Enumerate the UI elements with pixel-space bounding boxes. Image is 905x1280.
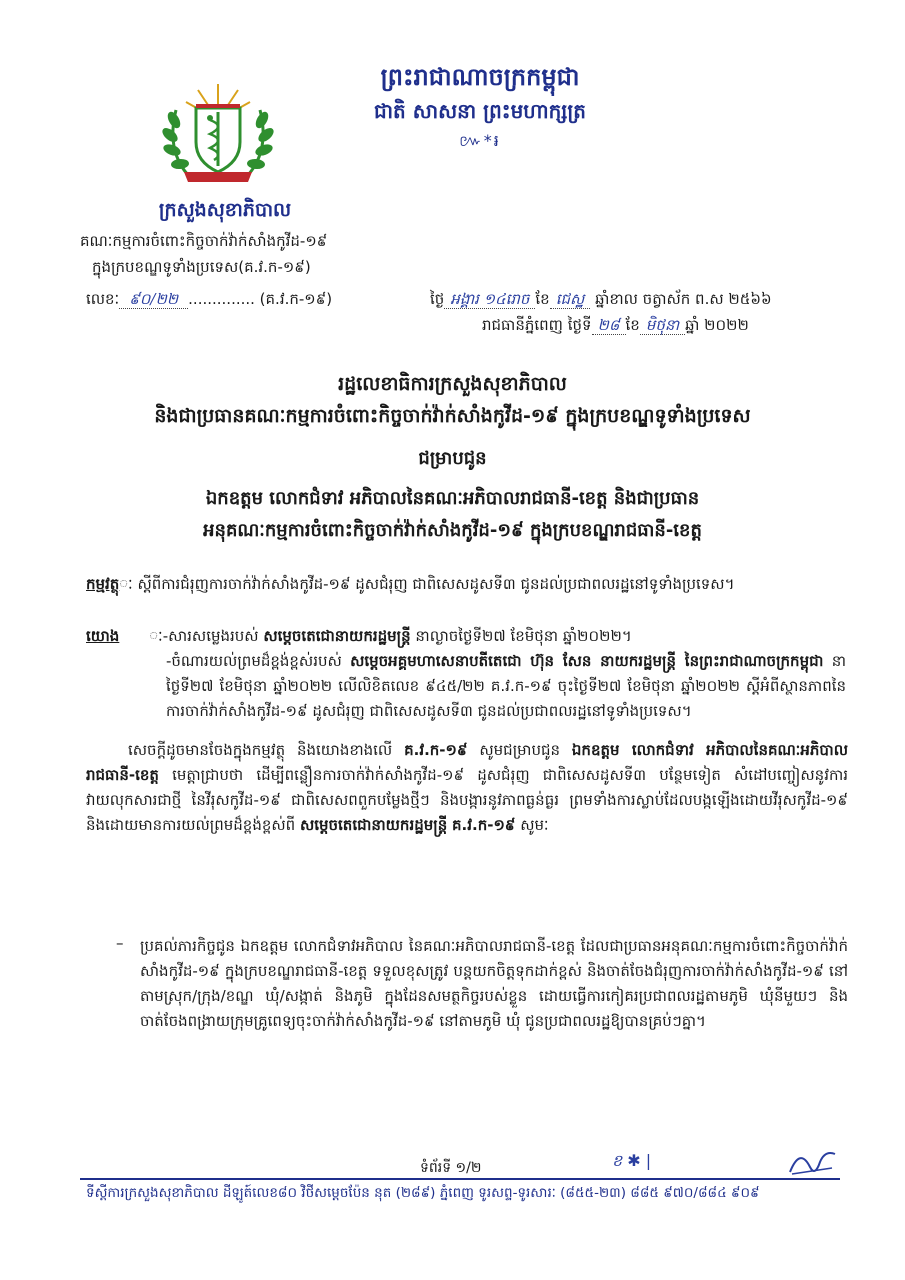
kingdom-title: ព្រះរាជាណាចក្រកម្ពុជា bbox=[380, 63, 580, 91]
sender-title-1: រដ្ឋលេខាធិការក្រសួងសុខាភិបាល bbox=[338, 373, 567, 395]
ministry-name: ក្រសួងសុខាភិបាល bbox=[158, 199, 292, 221]
subject-line bbox=[86, 572, 846, 597]
ornament: ៚*៛ bbox=[459, 131, 501, 150]
lunar-year: ឆ្នាំខាល ចត្វាស័ក ព.ស ២៥៦៦ bbox=[595, 290, 772, 308]
reference-block bbox=[86, 624, 846, 724]
date-prefix: ថ្ងៃ bbox=[430, 290, 445, 308]
reference-label: យោង bbox=[86, 627, 120, 645]
reference-2-bold: សម្តេចអគ្គមហាសេនាបតីតេជោ ហ៊ុន សែន នាយករដ្ឋមន្ត្រី នៃព្រះរាជាណាចក្រកម្ពុជា bbox=[350, 652, 824, 670]
reference-1-pre: ៈ-សារសម្លេងរបស់ bbox=[149, 627, 264, 645]
body-b: គ.វ.ក-១៩ bbox=[404, 741, 468, 759]
reference-2-post: នាថ្ងៃទី២៧ ខែមិថុនា ឆ្នាំ២០២២ លើលិខិតលេខ ៩៤៥/២២ គ.វ.ក-១៩ ចុះថ្ងៃទី២៧ ខែមិថុនា ឆ្នាំ២០២២ ស្តីអំពីស្ថានភាពនៃការចាក់វ៉ាក់សាំងកូវីដ-១៩ ដូសជំរុញ ជាពិសេសដូសទី៣ ជូនដល់ប្រជាពលរដ្ឋនៅទូទាំងប្រទេស។ bbox=[166, 652, 846, 720]
footer-address: ទីស្តីការក្រសួងសុខាភិបាល ដីឡូត៍លេខ៨០ វិថីសម្តេចប៉ែន នុត (២៨៩) ភ្នំពេញ ទូរសព្ទ-ទូរសារៈ (៨៥៥-២៣) ៨៨៥ ៩៧០/៨៨៤ ៩០៩ bbox=[86, 1185, 760, 1201]
reference-number-line bbox=[86, 290, 332, 312]
body-h: គ.វ.ក-១៩ bbox=[452, 816, 516, 834]
solar-year: ឆ្នាំ ២០២២ bbox=[685, 316, 749, 334]
body-e: មេត្តាជ្រាបថា ដើម្បីពន្លឿនការចាក់វ៉ាក់សាំងកូវីដ-១៩ ដូសជំរុញ ជាពិសេសដូសទី៣ បន្ថែមទៀត សំដៅបញ្ចៀសនូវការវាយលុកសារជាថ្មី នៃវីរុសកូវីដ-១៩ ជាពិសេសពពួកបម្លែងថ្មីៗ និងបង្ការនូវភាពធ្ងន់ធ្ងរ ព្រមទាំងការស្លាប់ដែលបង្កឡើងដោយវីរុសកូវីដ-១៩ និងដោយមានការយល់ព្រមដ៏ខ្ពង់ខ្ពស់ពី bbox=[86, 766, 848, 834]
reference-1-post: នាល្ងាចថ្ងៃទី២៧ ខែមិថុនា ឆ្នាំ២០២២។ bbox=[410, 627, 632, 645]
recipient-title-1: ឯកឧត្តម លោកជំទាវ អភិបាលនៃគណៈអភិបាលរាជធានី-ខេត្ត និងជាប្រធាន bbox=[205, 488, 700, 509]
month-label-2: ខែ bbox=[625, 316, 640, 334]
solar-date-line bbox=[482, 316, 749, 338]
body-f: សម្តេចតេជោនាយករដ្ឋមន្ត្រី bbox=[299, 816, 448, 834]
reference-2-pre: -ចំណារយល់ព្រមដ៏ខ្ពង់ខ្ពស់របស់ bbox=[166, 652, 351, 670]
ref-label: លេខៈ bbox=[86, 290, 120, 308]
ref-number: ៩០/២២ bbox=[119, 290, 188, 309]
footer-divider bbox=[80, 1178, 840, 1180]
signature-mark bbox=[780, 1142, 840, 1182]
reference-line-1 bbox=[86, 624, 846, 649]
month-label: ខែ bbox=[535, 290, 550, 308]
subject-text: ៈ ស្តីពីការជំរុញការចាក់វ៉ាក់សាំងកូវីដ-១៩ ដូសជំរុញ ជាពិសេសដូសទី៣ ជូនដល់ប្រជាពលរដ្ឋនៅទូទាំងប្រទេស។ bbox=[119, 575, 735, 593]
bullet-paragraph: ប្រគល់ភារកិច្ចជូន ឯកឧត្តម លោកជំទាវអភិបាល នៃគណៈអភិបាលរាជធានី-ខេត្ត ដែលជាប្រធានអនុគណៈកម្មការចំពោះកិច្ចចាក់វ៉ាក់សាំងកូវីដ-១៩ ក្នុងក្របខណ្ឌរាជធានី-ខេត្ត ទទួលខុសត្រូវ បន្តយកចិត្តទុកដាក់ខ្ពស់ និងចាត់ចែងជំរុញការចាក់វ៉ាក់សាំងកូវីដ-១៩ នៅតាមស្រុក/ក្រុង/ខណ្ឌ ឃុំ/សង្កាត់ និងភូមិ ក្នុងដែនសមត្ថកិច្ចរបស់ខ្លួន ដោយធ្វើការកៀគរប្រជាពលរដ្ឋតាមភូមិ ឃុំនីមួយៗ និងចាត់ចែងពង្រាយក្រុមគ្រូពេទ្យចុះចាក់វ៉ាក់សាំងកូវីដ-១៩ នៅតាមភូមិ ឃុំ ជូនប្រជាពលរដ្ឋឱ្យបានគ្រប់ៗគ្នា។ bbox=[140, 937, 848, 1030]
body-i: សូមៈ bbox=[515, 816, 549, 834]
bullet-dash: – bbox=[116, 934, 124, 952]
subject-label: កម្មវត្ថុ bbox=[86, 575, 120, 593]
reference-line-2 bbox=[86, 649, 846, 724]
lunar-date-line bbox=[430, 290, 772, 312]
page-number: ទំព័រទី ១/២ bbox=[420, 1160, 482, 1176]
lunar-day: អង្គារ ១៤រោច bbox=[444, 290, 535, 309]
body-c: សូមជម្រាបជូន bbox=[467, 741, 572, 759]
committee-line-2: ក្នុងក្របខណ្ឌទូទាំងប្រទេស(គ.វ.ក-១៩) bbox=[92, 258, 311, 276]
place-date-prefix: រាជធានីភ្នំពេញ ថ្ងៃទី bbox=[482, 316, 592, 334]
body-paragraph bbox=[86, 738, 848, 838]
sender-title-2: និងជាប្រធានគណៈកម្មការចំពោះកិច្ចចាក់វ៉ាក់សាំងកូវីដ-១៩ ក្នុងក្របខណ្ឌទូទាំងប្រទេស bbox=[154, 405, 751, 427]
ministry-logo bbox=[158, 80, 278, 190]
lunar-month: ជេស្ឋ bbox=[550, 290, 591, 309]
committee-line-1: គណៈកម្មការចំពោះកិច្ចចាក់វ៉ាក់សាំងកូវីដ-១៩ bbox=[80, 232, 328, 250]
recipient-title-2: អនុគណៈកម្មការចំពោះកិច្ចចាក់វ៉ាក់សាំងកូវីដ-១៩ ក្នុងក្របខណ្ឌរាជធានី-ខេត្ត bbox=[203, 520, 702, 541]
to-label: ជម្រាបជូន bbox=[418, 448, 487, 469]
national-motto: ជាតិ សាសនា ព្រះមហាក្សត្រ bbox=[374, 99, 586, 123]
initials-mark: ខ ✱ | bbox=[612, 1151, 652, 1170]
body-a: សេចក្តីដូចមានចែងក្នុងកម្មវត្ថុ និងយោងខាងលើ bbox=[128, 741, 405, 759]
ref-suffix: .............. (គ.វ.ក-១៩) bbox=[188, 290, 333, 308]
reference-1-bold: សម្តេចតេជោនាយករដ្ឋមន្ត្រី bbox=[263, 627, 411, 645]
body-d: ឯកឧត្តម លោកជំទាវ អភិបាលនៃគណៈអភិបាលរាជធានី-ខេត្ត bbox=[86, 741, 848, 784]
solar-month: មិថុនា bbox=[640, 316, 685, 335]
solar-day: ២៨ bbox=[592, 316, 626, 335]
